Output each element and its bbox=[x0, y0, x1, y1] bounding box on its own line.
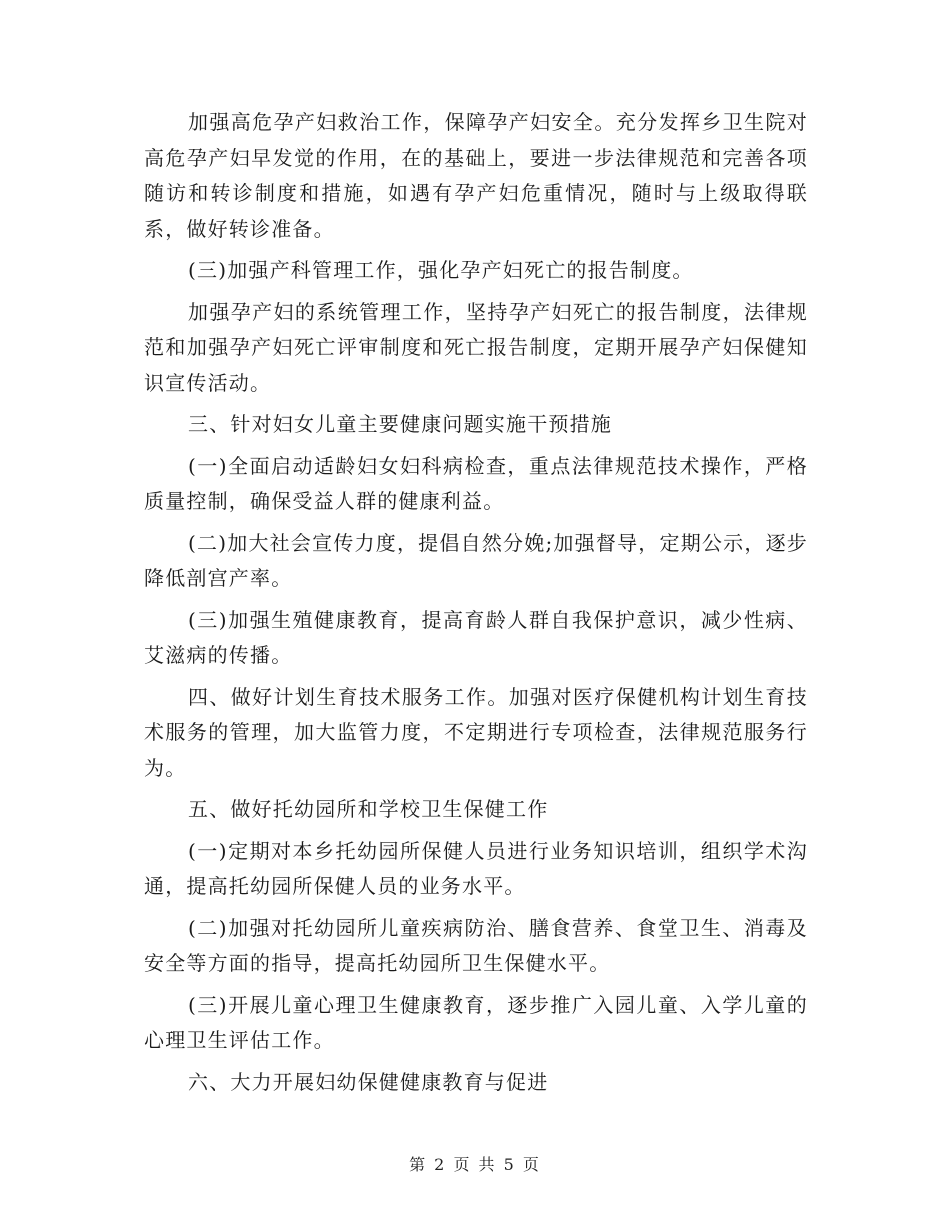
paragraph-disease-prevention: (二)加强对托幼园所儿童疾病防治、膳食营养、食堂卫生、消毒及安全等方面的指导，提高托幼园所卫生保健水平。 bbox=[144, 915, 808, 975]
heading-section-four: 四、做好计划生育技术服务工作。加强对医疗保健机构计划生育技术服务的管理，加大监管力度，不定期进行专项检查，法律规范服务行为。 bbox=[144, 684, 808, 780]
paragraph-high-risk-care: 加强高危孕产妇救治工作，保障孕产妇安全。充分发挥乡卫生院对高危孕产妇早发觉的作用，在的基础上，要进一步法律规范和完善各项随访和转诊制度和措施，如遇有孕产妇危重情况，随时与上级取得联系，做好转诊准备。 bbox=[144, 110, 808, 241]
paragraph-gynecology-check: (一)全面启动适龄妇女妇科病检查，重点法律规范技术操作，严格质量控制，确保受益人群的健康利益。 bbox=[144, 453, 808, 513]
paragraph-obstetric-management: (三)加强产科管理工作，强化孕产妇死亡的报告制度。 bbox=[188, 258, 694, 282]
paragraph-reproductive-health: (三)加强生殖健康教育，提高育龄人群自我保护意识，减少性病、艾滋病的传播。 bbox=[144, 607, 808, 667]
document-body bbox=[144, 105, 808, 1106]
heading-section-three: 三、针对妇女儿童主要健康问题实施干预措施 bbox=[188, 412, 612, 436]
heading-section-six: 六、大力开展妇幼保健健康教育与促进 bbox=[188, 1069, 549, 1094]
page-number-footer: 第 2 页 共 5 页 bbox=[409, 1155, 541, 1174]
paragraph-social-publicity: (二)加大社会宣传力度，提倡自然分娩;加强督导，定期公示，逐步降低剖宫产率。 bbox=[144, 530, 808, 590]
paragraph-staff-training: (一)定期对本乡托幼园所保健人员进行业务知识培训，组织学术沟通，提高托幼园所保健人员的业务水平。 bbox=[144, 838, 808, 898]
paragraph-mental-health: (三)开展儿童心理卫生健康教育，逐步推广入园儿童、入学儿童的心理卫生评估工作。 bbox=[144, 992, 808, 1052]
paragraph-system-management: 加强孕产妇的系统管理工作，坚持孕产妇死亡的报告制度，法律规范和加强孕产妇死亡评审制度和死亡报告制度，定期开展孕产妇保健知识宣传活动。 bbox=[144, 299, 808, 395]
heading-section-five: 五、做好托幼园所和学校卫生保健工作 bbox=[188, 797, 549, 821]
